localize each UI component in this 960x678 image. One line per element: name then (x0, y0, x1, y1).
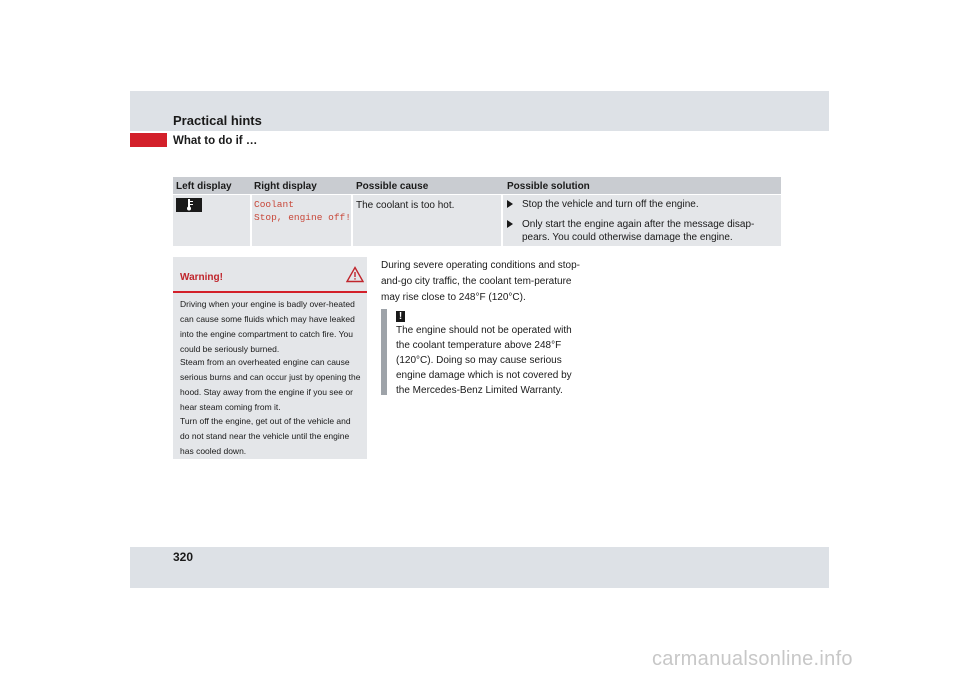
bullet-arrow-icon (507, 200, 513, 208)
warning-paragraph: Steam from an overheated engine can cause serious burns and can occur just by opening the hood. Stay away from the engine if you see or hear steam coming from it. (180, 357, 361, 412)
right-display-line-2: Stop, engine off! (254, 212, 351, 223)
coolant-temperature-icon (176, 198, 202, 212)
note-bar (381, 309, 387, 395)
column-header-possible-cause: Possible cause (356, 181, 429, 192)
warning-paragraph: Driving when your engine is badly over-heated can cause some fluids which may have leaked into the engine compartment to catch fire. You could be seriously burned. (180, 299, 355, 354)
solution-text: Only start the engine again after the message disap-pears. You could otherwise damage the engine. (522, 219, 755, 243)
note-text: The engine should not be operated with the coolant temperature above 248°F (120°C). Doing so may cause serious engine damage which is not covered by the Mercedes-Benz Limited Warranty. (396, 325, 572, 396)
column-header-possible-solution: Possible solution (507, 181, 590, 192)
possible-cause: The coolant is too hot. (356, 200, 455, 211)
footer-band (130, 547, 829, 588)
watermark: carmanualsonline.info (652, 648, 853, 670)
column-header-left-display: Left display (176, 181, 232, 192)
column-divider (250, 195, 252, 246)
page-subtitle: What to do if … (173, 135, 258, 147)
exclamation-icon: ! (396, 311, 405, 322)
right-display-line-1: Coolant (254, 199, 294, 210)
solution-text: Stop the vehicle and turn off the engine. (522, 199, 699, 210)
warning-paragraph: Turn off the engine, get out of the vehicle and do not stand near the vehicle until the engine has cooled down. (180, 416, 351, 456)
section-title: Practical hints (173, 113, 262, 128)
warning-triangle-icon (346, 266, 364, 288)
body-paragraph: During severe operating conditions and stop-and-go city traffic, the coolant tem-perature may rise close to 248°F (120°C). (381, 260, 581, 303)
bullet-arrow-icon (507, 220, 513, 228)
column-divider (351, 195, 353, 246)
warning-title: Warning! (180, 272, 223, 283)
page-number: 320 (173, 550, 194, 564)
section-marker (130, 133, 167, 147)
warning-divider (173, 291, 367, 293)
column-divider (501, 195, 503, 246)
column-header-right-display: Right display (254, 181, 317, 192)
